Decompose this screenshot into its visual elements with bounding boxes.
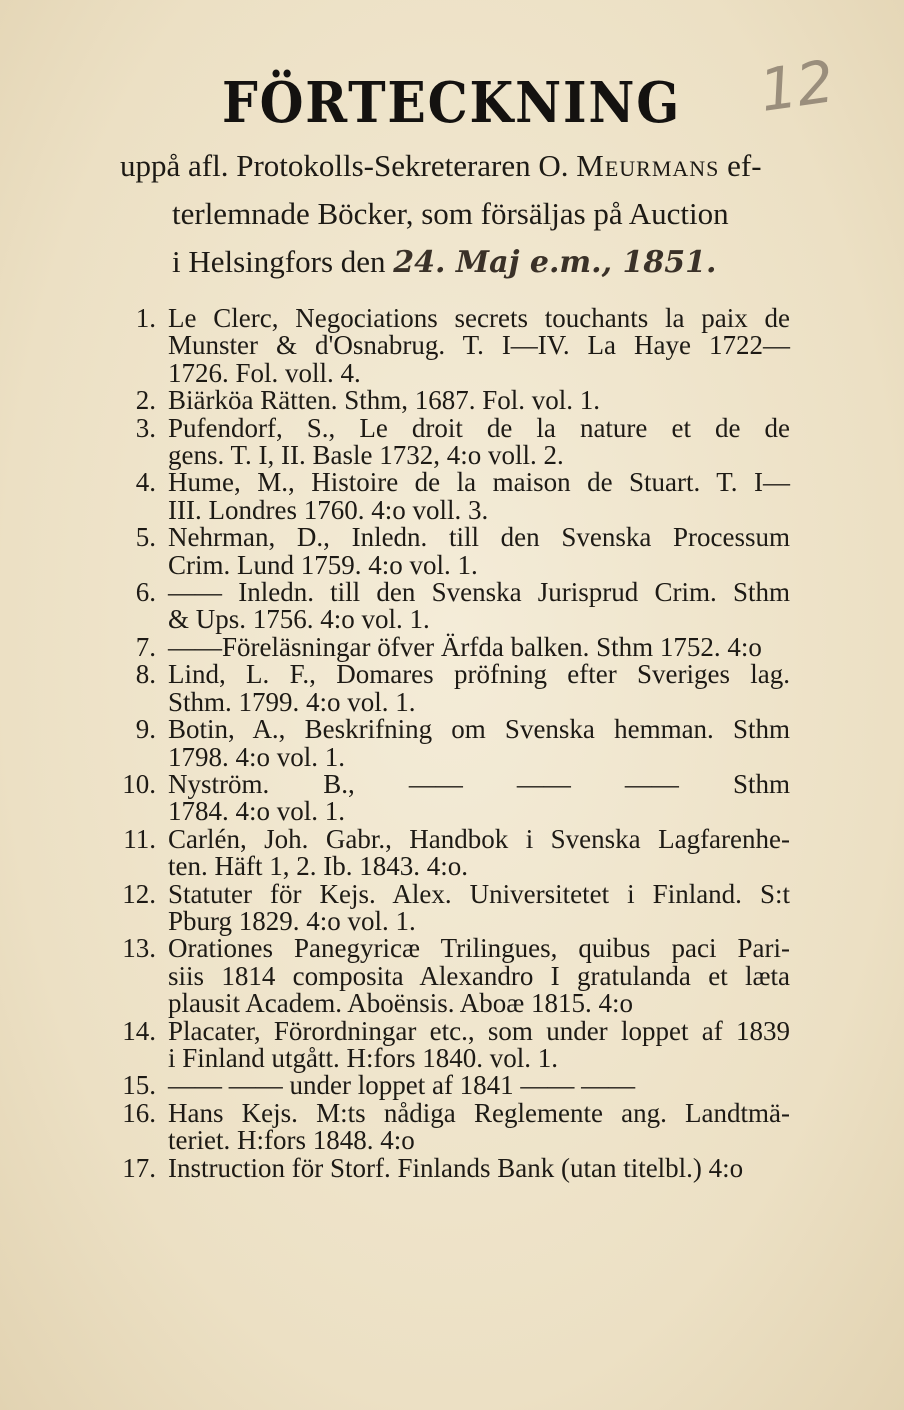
item-text xyxy=(168,768,790,827)
item-text xyxy=(168,878,790,936)
intro-paragraph xyxy=(120,142,800,286)
item-number: 1. xyxy=(135,303,156,333)
list-item xyxy=(100,823,790,882)
item-line: 1726. Fol. voll. 4. xyxy=(168,357,361,388)
item-text xyxy=(168,524,790,579)
item-line: teriet. H:fors 1848. 4:o xyxy=(168,1125,415,1156)
item-line: Munster & d'Osnabrug. T. I—IV. La Haye 1722— xyxy=(168,330,790,361)
intro-text-end: ef- xyxy=(727,148,762,183)
item-line: 1784. 4:o vol. 1. xyxy=(168,796,346,827)
item-number: 15. xyxy=(122,1070,156,1101)
pencil-page-number: 12 xyxy=(755,47,839,125)
item-line: —— Inledn. till den Svenska Jurisprud Crim. Sthm xyxy=(168,577,790,608)
item-number: 12. xyxy=(122,878,156,909)
item-line: Carlén, Joh. Gabr., Handbok i Svenska Lagfarenhe- xyxy=(168,823,790,854)
item-line: Instruction för Storf. Finlands Bank (utan titelbl.) 4:o xyxy=(168,1152,744,1183)
item-number: 17. xyxy=(122,1152,156,1183)
item-number: 11. xyxy=(123,823,156,854)
item-line: ten. Häft 1, 2. Ib. 1843. 4:o. xyxy=(168,851,468,882)
item-text xyxy=(168,631,790,662)
item-line: Pburg 1829. 4:o vol. 1. xyxy=(168,905,416,936)
list-item xyxy=(100,878,790,936)
item-text xyxy=(168,1015,790,1073)
item-text xyxy=(168,305,790,387)
list-item xyxy=(100,935,790,1017)
item-line: Hans Kejs. M:ts nådiga Reglemente ang. Landtmä- xyxy=(168,1097,790,1128)
item-line: Placater, Förordningar etc., som under loppet af 1839 xyxy=(168,1015,790,1046)
item-line: Hume, M., Histoire de la maison de Stuart. T. I— xyxy=(168,467,790,498)
item-text xyxy=(168,579,790,634)
item-text xyxy=(168,823,790,882)
item-line: ——Föreläsningar öfver Ärfda balken. Sthm 1752. 4:o xyxy=(168,631,762,662)
list-item xyxy=(100,1152,790,1183)
item-number: 16. xyxy=(122,1097,156,1128)
item-line: Statuter för Kejs. Alex. Universitetet i Finland. S:t xyxy=(168,878,790,909)
item-line: Orationes Panegyricæ Trilingues, quibus paci Pari- xyxy=(168,933,790,964)
item-line: III. Londres 1760. 4:o voll. 3. xyxy=(168,494,489,525)
item-line: Pufendorf, S., Le droit de la nature et de de xyxy=(168,412,790,443)
item-number: 7. xyxy=(135,631,156,662)
list-item xyxy=(100,716,790,771)
intro-line-3 xyxy=(120,238,800,286)
list-item xyxy=(100,661,790,716)
item-line: Nyström. B., —— —— —— Sthm xyxy=(168,768,790,799)
item-number: 13. xyxy=(122,933,156,964)
owner-name: Meurmans xyxy=(576,148,720,183)
item-number: 10. xyxy=(122,768,156,799)
intro-place: i Helsingfors den xyxy=(172,244,386,279)
item-text xyxy=(168,387,790,414)
item-line: plausit Academ. Aboënsis. Aboæ 1815. 4:o xyxy=(168,988,633,1019)
list-item xyxy=(100,631,790,662)
item-line: Sthm. 1799. 4:o vol. 1. xyxy=(168,686,416,717)
item-text xyxy=(168,661,790,716)
list-item xyxy=(100,387,790,414)
handwritten-date: 24. Maj e.m., 1851. xyxy=(393,245,717,280)
item-number: 9. xyxy=(135,714,156,745)
list-item xyxy=(100,768,790,827)
item-text xyxy=(168,412,790,471)
list-item xyxy=(100,469,790,524)
item-line: gens. T. I, II. Basle 1732, 4:o voll. 2. xyxy=(168,440,564,471)
item-line: siis 1814 composita Alexandro I gratulanda et læta xyxy=(168,960,790,991)
item-line: —— —— under loppet af 1841 —— —— xyxy=(168,1070,636,1101)
item-number: 3. xyxy=(135,412,156,443)
item-text xyxy=(168,716,790,771)
item-line: Crim. Lund 1759. 4:o vol. 1. xyxy=(168,549,478,580)
item-line: & Ups. 1756. 4:o vol. 1. xyxy=(168,604,430,635)
item-number: 6. xyxy=(135,577,156,608)
item-line: Nehrman, D., Inledn. till den Svenska Processum xyxy=(168,522,790,553)
item-text xyxy=(168,1152,790,1183)
intro-line-1 xyxy=(120,142,800,190)
item-text xyxy=(168,469,790,524)
item-line: Lind, L. F., Domares pröfning efter Sveriges lag. xyxy=(168,659,790,690)
list-item xyxy=(100,1097,790,1156)
item-text xyxy=(168,1072,790,1099)
list-item xyxy=(100,579,790,634)
item-line: Biärköa Rätten. Sthm, 1687. Fol. vol. 1. xyxy=(168,385,600,416)
item-number: 14. xyxy=(122,1015,156,1046)
item-number: 2. xyxy=(135,385,156,416)
list-item xyxy=(100,524,790,579)
item-line: Le Clerc, Negociations secrets touchants la paix de xyxy=(168,303,790,333)
list-item xyxy=(100,1072,790,1099)
item-number: 5. xyxy=(135,522,156,553)
item-line: Botin, A., Beskrifning om Svenska hemman. Sthm xyxy=(168,714,790,745)
list-item xyxy=(100,412,790,471)
book-list xyxy=(100,305,790,1182)
item-text xyxy=(168,1097,790,1156)
page-title: FÖRTECKNING xyxy=(222,70,682,136)
item-number: 8. xyxy=(135,659,156,690)
list-item xyxy=(100,305,790,387)
list-item xyxy=(100,1015,790,1073)
item-line: i Finland utgått. H:fors 1840. vol. 1. xyxy=(168,1042,558,1073)
intro-line-2: terlemnade Böcker, som försäljas på Auction xyxy=(172,196,729,231)
item-text xyxy=(168,935,790,1017)
item-line: 1798. 4:o vol. 1. xyxy=(168,741,346,772)
intro-text: uppå afl. Protokolls-Sekreteraren O. xyxy=(120,148,569,183)
item-number: 4. xyxy=(135,467,156,498)
